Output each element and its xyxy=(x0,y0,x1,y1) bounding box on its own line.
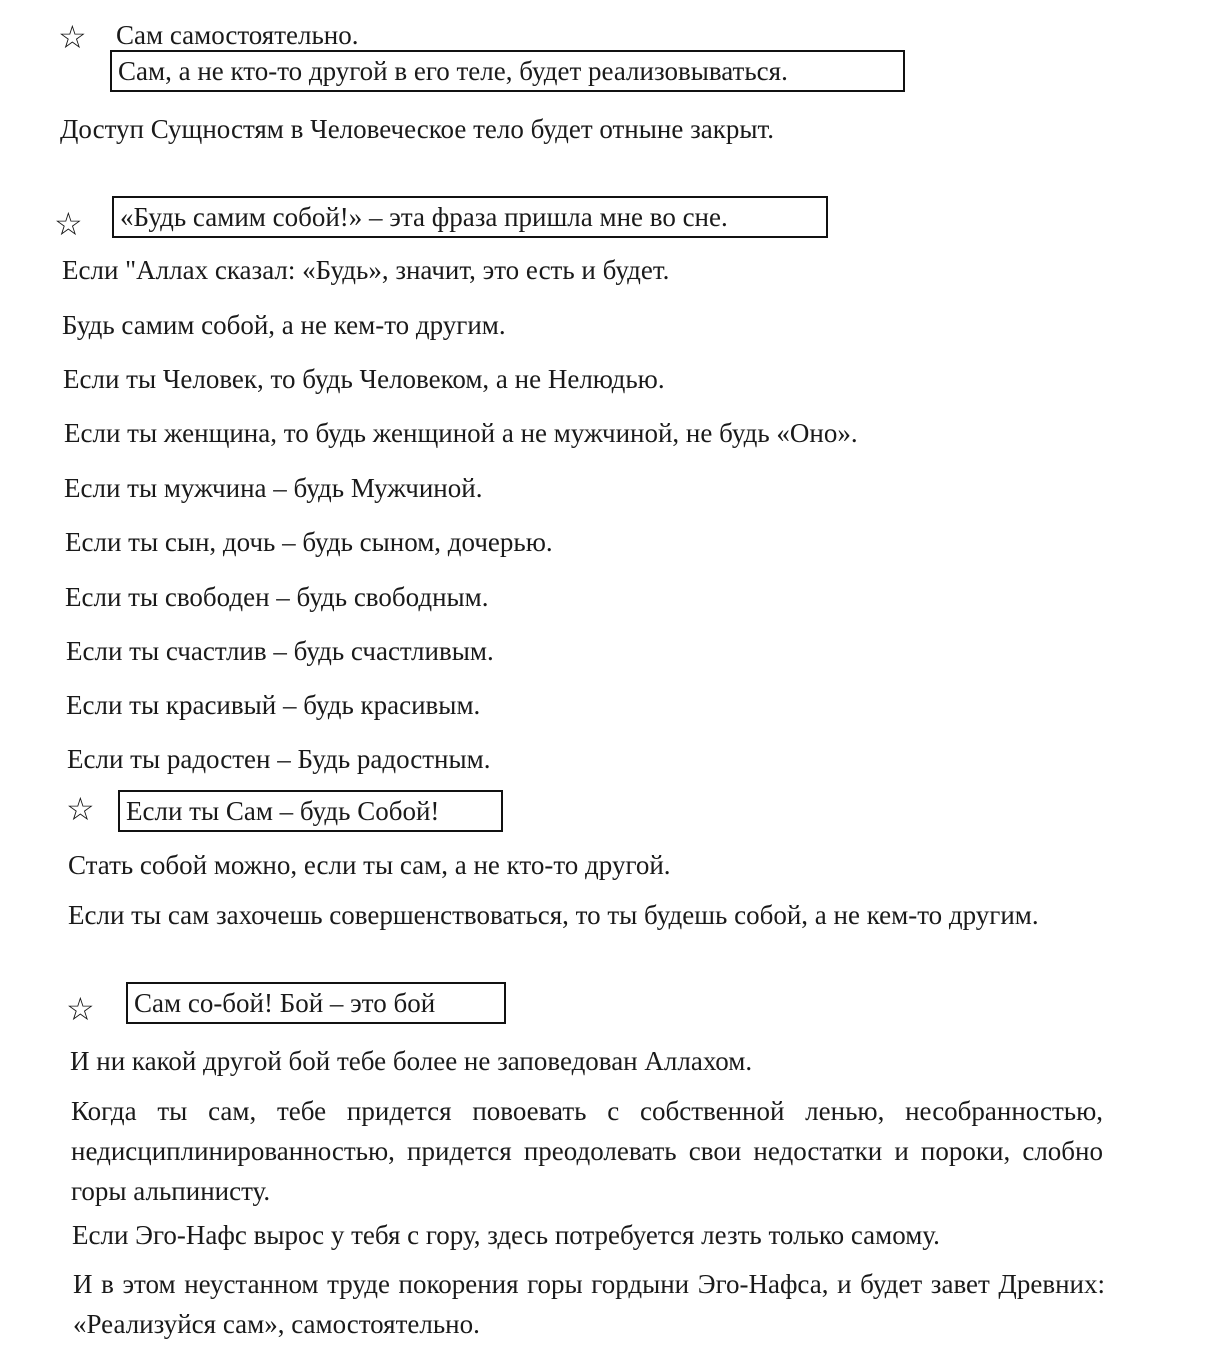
paragraph-krasivy: Если ты красивый – будь красивым. xyxy=(66,690,481,720)
boxed-statement-1: Сам, а не кто-то другой в его теле, будет реализовываться. xyxy=(110,50,905,92)
paragraph-chelovek: Если ты Человек, то будь Человеком, а не Нелюдью. xyxy=(63,364,665,394)
paragraph-zhenshchina: Если ты женщина, то будь женщиной а не мужчиной, не будь «Оно». xyxy=(64,418,858,448)
paragraph-svoboden: Если ты свободен – будь свободным. xyxy=(65,582,489,612)
paragraph-bud-samim: Будь самим собой, а не кем-то другим. xyxy=(62,310,506,340)
paragraph-kogda-ty-sam: Когда ты сам, тебе придется повоевать с собственной ленью, несобранностью, недисциплинированностью, придется преодолевать свои недостатки и пороки, слобно горы альпинисту. xyxy=(71,1096,1103,1206)
boxed-statement-2: «Будь самим собой!» – эта фраза пришла мне во сне. xyxy=(112,196,828,238)
heading-sam-samostoyatelno: Сам самостоятельно. xyxy=(116,20,359,50)
boxed-statement-3: Если ты Сам – будь Собой! xyxy=(118,790,503,832)
paragraph-muzhchina: Если ты мужчина – будь Мужчиной. xyxy=(64,473,483,503)
paragraph-syn-doch: Если ты сын, дочь – будь сыном, дочерью. xyxy=(65,527,553,557)
boxed-statement-4: Сам со-бой! Бой – это бой xyxy=(126,982,506,1024)
paragraph-schastliv: Если ты счастлив – будь счастливым. xyxy=(66,636,494,666)
star-icon: ☆ xyxy=(54,205,83,243)
paragraph-allah: Если "Аллах сказал: «Будь», значит, это есть и будет. xyxy=(62,255,670,285)
star-icon: ☆ xyxy=(66,990,95,1028)
star-icon: ☆ xyxy=(66,790,95,828)
paragraph-stat-soboy: Стать собой можно, если ты сам, а не кто-то другой. xyxy=(68,850,671,880)
paragraph-dostup: Доступ Сущностям в Человеческое тело будет отныне закрыт. xyxy=(60,114,775,144)
paragraph-ego-nafs: Если Эго-Нафс вырос у тебя с гору, здесь потребуется лезть только самому. xyxy=(72,1220,940,1250)
paragraph-boy: И ни какой другой бой тебе более не заповедован Аллахом. xyxy=(70,1046,753,1076)
star-icon: ☆ xyxy=(58,18,87,56)
paragraph-sovershenstvovatsya: Если ты сам захочешь совершенствоваться, то ты будешь собой, а не кем-то другим. xyxy=(68,900,1039,930)
paragraph-radosten: Если ты радостен – Будь радостным. xyxy=(67,744,491,774)
paragraph-zavet-drevnih: И в этом неустанном труде покорения горы гордыни Эго-Нафса, и будет завет Древних: «Реализуйся сам», самостоятельно. xyxy=(73,1269,1105,1339)
